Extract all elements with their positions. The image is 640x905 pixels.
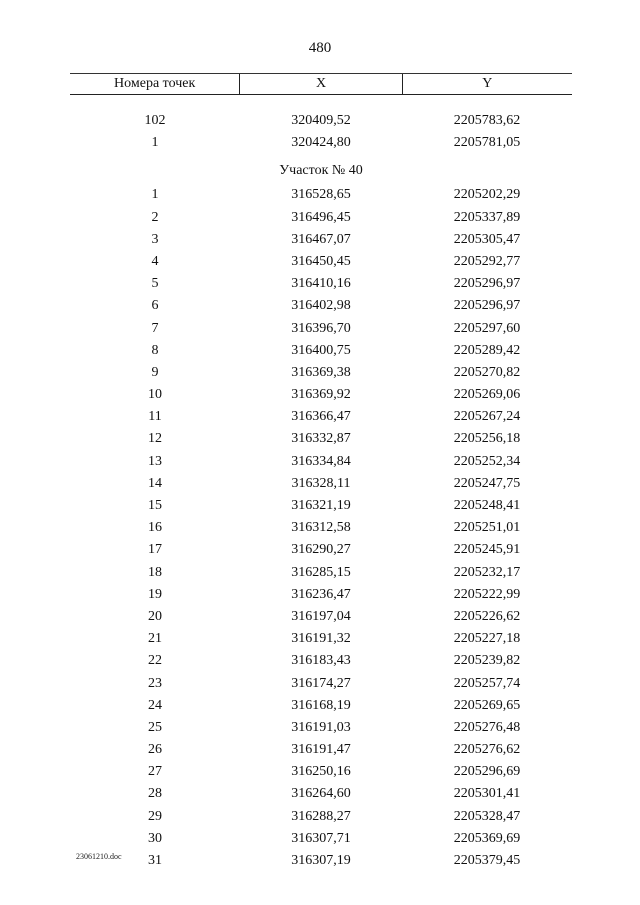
x-coordinate-cell: 316400,75	[291, 342, 351, 358]
y-coordinate-cell: 2205270,82	[453, 364, 521, 380]
y-coordinate-cell: 2205202,29	[453, 187, 521, 203]
y-coordinate-cell: 2205369,69	[453, 830, 521, 846]
table-header-row	[70, 74, 572, 94]
point-number-cell: 24	[148, 697, 162, 713]
x-coordinate-cell: 316250,16	[291, 764, 351, 780]
y-coordinate-cell: 2205305,47	[453, 231, 521, 247]
y-coordinate-cell: 2205248,41	[453, 498, 521, 513]
point-number-cell: 28	[148, 786, 162, 802]
table-row	[70, 828, 572, 850]
x-coordinate-cell: 316288,27	[291, 808, 351, 824]
y-coordinate-cell: 2205296,97	[453, 276, 521, 292]
point-number-cell: 31	[148, 853, 162, 868]
point-number-cell: 10	[148, 387, 162, 403]
y-coordinate-cell: 2205256,18	[453, 431, 521, 447]
table-row	[70, 673, 572, 695]
y-coordinate-cell: 2205245,91	[453, 542, 521, 558]
x-coordinate-cell: 316450,45	[291, 253, 351, 269]
header-y: Y	[482, 76, 493, 91]
point-number-cell: 20	[148, 608, 162, 624]
table-row	[70, 739, 572, 761]
table-row	[70, 650, 572, 672]
table-row	[70, 606, 572, 628]
footer-filename: 23061210.doc	[76, 852, 122, 861]
table-row	[70, 184, 572, 206]
table-row	[70, 628, 572, 650]
x-coordinate-cell: 316174,27	[291, 675, 351, 691]
x-coordinate-cell: 316290,27	[291, 542, 351, 558]
point-number-cell: 22	[148, 653, 162, 669]
table-header-rule	[70, 94, 572, 95]
table-row	[70, 428, 572, 450]
point-number-cell: 9	[151, 364, 159, 380]
y-coordinate-cell: 2205328,47	[453, 808, 521, 824]
point-number-cell: 17	[148, 542, 162, 558]
y-coordinate-cell: 2205296,69	[453, 764, 521, 780]
point-number-cell: 14	[148, 475, 162, 491]
point-number-cell: 27	[148, 764, 162, 780]
y-coordinate-cell: 2205226,62	[453, 608, 521, 624]
table-row	[70, 584, 572, 606]
point-number-cell: 18	[148, 564, 162, 580]
table-row	[70, 717, 572, 739]
y-coordinate-cell: 2205252,34	[453, 453, 521, 469]
point-number-cell: 2	[151, 209, 159, 225]
y-coordinate-cell: 2205269,65	[453, 697, 521, 713]
point-number-cell: 6	[151, 298, 159, 314]
table-row	[70, 110, 572, 132]
y-coordinate-cell: 2205296,97	[453, 298, 521, 314]
x-coordinate-cell: 316402,98	[291, 298, 351, 314]
table-row	[70, 406, 572, 428]
point-number-cell: 4	[151, 253, 159, 269]
point-number-cell: 3	[151, 231, 159, 247]
x-coordinate-cell: 316410,16	[291, 276, 351, 292]
point-number-cell: 102	[144, 113, 166, 128]
point-number-cell: 1	[151, 135, 159, 151]
point-number-cell: 7	[151, 320, 159, 336]
x-coordinate-cell: 316369,38	[291, 364, 351, 380]
x-coordinate-cell: 316467,07	[291, 231, 351, 247]
table-row	[70, 132, 572, 154]
x-coordinate-cell: 316366,47	[291, 409, 351, 425]
point-number-cell: 8	[151, 342, 159, 358]
table-row	[70, 318, 572, 340]
y-coordinate-cell: 2205239,82	[453, 653, 521, 669]
x-coordinate-cell: 316264,60	[291, 786, 351, 802]
x-coordinate-cell: 316307,71	[291, 830, 351, 846]
table-row	[70, 451, 572, 473]
y-coordinate-cell: 2205267,24	[453, 409, 521, 425]
table-row	[70, 695, 572, 717]
x-coordinate-cell: 316369,92	[291, 387, 351, 403]
y-coordinate-cell: 2205337,89	[453, 209, 521, 225]
table-row	[70, 539, 572, 561]
y-coordinate-cell: 2205297,60	[453, 320, 521, 336]
x-coordinate-cell: 316183,43	[291, 653, 351, 669]
table-row	[70, 295, 572, 317]
y-coordinate-cell: 2205379,45	[453, 853, 521, 868]
point-number-cell: 23	[148, 675, 162, 691]
table-body	[70, 110, 572, 872]
x-coordinate-cell: 316332,87	[291, 431, 351, 447]
x-coordinate-cell: 316168,19	[291, 697, 351, 713]
point-number-cell: 13	[148, 453, 162, 469]
section-rows	[70, 184, 572, 872]
table-row	[70, 761, 572, 783]
x-coordinate-cell: 316285,15	[291, 564, 351, 580]
table-row	[70, 850, 572, 872]
table-row	[70, 251, 572, 273]
x-coordinate-cell: 316312,58	[291, 520, 351, 536]
table-row	[70, 273, 572, 295]
x-coordinate-cell: 316321,19	[291, 498, 351, 513]
point-number-cell: 30	[148, 830, 162, 846]
y-coordinate-cell: 2205781,05	[453, 135, 521, 151]
point-number-cell: 1	[151, 187, 159, 203]
y-coordinate-cell: 2205222,99	[453, 586, 521, 602]
y-coordinate-cell: 2205251,01	[453, 520, 521, 536]
y-coordinate-cell: 2205301,41	[453, 786, 521, 802]
table-row	[70, 495, 572, 517]
y-coordinate-cell: 2205783,62	[453, 113, 521, 128]
header-points: Номера точек	[114, 76, 196, 91]
table-row	[70, 362, 572, 384]
x-coordinate-cell: 316191,03	[291, 719, 351, 735]
point-number-cell: 29	[148, 808, 162, 824]
x-coordinate-cell: 316191,32	[291, 631, 351, 647]
point-number-cell: 11	[148, 409, 162, 425]
y-coordinate-cell: 2205257,74	[453, 675, 521, 691]
x-coordinate-cell: 320409,52	[291, 113, 351, 128]
y-coordinate-cell: 2205276,48	[453, 719, 521, 735]
point-number-cell: 5	[151, 276, 159, 292]
table-row	[70, 340, 572, 362]
table-row	[70, 517, 572, 539]
lead-rows	[70, 110, 572, 154]
point-number-cell: 25	[148, 719, 162, 735]
table-row	[70, 562, 572, 584]
table-row	[70, 783, 572, 805]
x-coordinate-cell: 316334,84	[291, 453, 351, 469]
point-number-cell: 26	[148, 742, 162, 758]
y-coordinate-cell: 2205227,18	[453, 631, 521, 647]
point-number-cell: 12	[148, 431, 162, 447]
y-coordinate-cell: 2205232,17	[453, 564, 521, 580]
x-coordinate-cell: 316528,65	[291, 187, 351, 203]
page-number: 480	[308, 40, 332, 56]
point-number-cell: 19	[148, 586, 162, 602]
y-coordinate-cell: 2205247,75	[453, 475, 521, 491]
x-coordinate-cell: 320424,80	[291, 135, 351, 151]
y-coordinate-cell: 2205289,42	[453, 342, 521, 358]
header-x: X	[239, 74, 402, 94]
y-coordinate-cell: 2205269,06	[453, 387, 521, 403]
x-coordinate-cell: 316328,11	[291, 475, 351, 491]
x-coordinate-cell: 316191,47	[291, 742, 351, 758]
table-row	[70, 473, 572, 495]
point-number-cell: 15	[148, 498, 162, 513]
x-coordinate-cell: 316396,70	[291, 320, 351, 336]
table-row	[70, 229, 572, 251]
y-coordinate-cell: 2205276,62	[453, 742, 521, 758]
x-coordinate-cell: 316307,19	[291, 853, 351, 868]
x-coordinate-cell: 316496,45	[291, 209, 351, 225]
section-title: Участок № 40	[279, 163, 363, 179]
y-coordinate-cell: 2205292,77	[453, 253, 521, 269]
x-coordinate-cell: 316197,04	[291, 608, 351, 624]
point-number-cell: 21	[148, 631, 162, 647]
x-coordinate-cell: 316236,47	[291, 586, 351, 602]
table-row	[70, 806, 572, 828]
table-row	[70, 207, 572, 229]
point-number-cell: 16	[148, 520, 162, 536]
table-row	[70, 384, 572, 406]
